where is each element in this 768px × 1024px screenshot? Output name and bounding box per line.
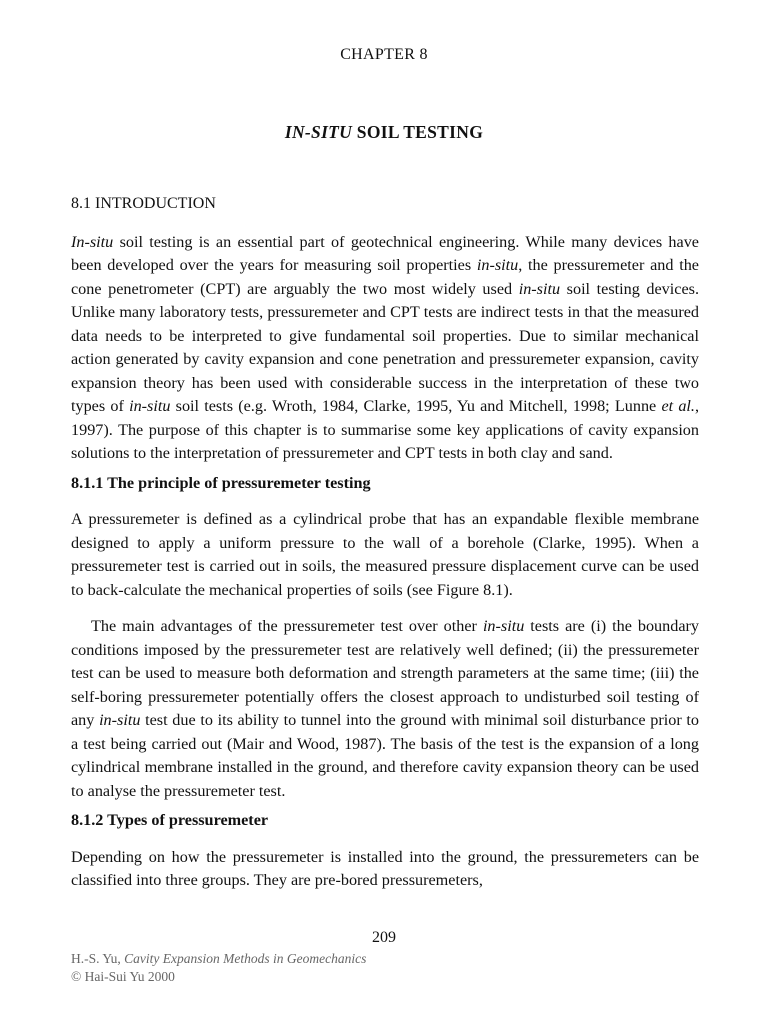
- text-run: soil tests (e.g. Wroth, 1984, Clarke, 1995, Yu and Mitchell, 1998; Lunne: [170, 397, 662, 415]
- section-heading-introduction: 8.1 INTRODUCTION: [71, 195, 216, 212]
- subsection-heading-principle: 8.1.1 The principle of pressuremeter testing: [71, 473, 371, 492]
- page-footer: [71, 950, 366, 986]
- chapter-title-rest: SOIL TESTING: [352, 122, 484, 142]
- page-number: 209: [372, 929, 396, 946]
- footer-author: H.-S. Yu,: [71, 951, 125, 966]
- chapter-label: CHAPTER 8: [340, 46, 428, 63]
- subsection-heading-types: 8.1.2 Types of pressuremeter: [71, 811, 269, 829]
- page-body: [71, 192, 699, 893]
- text-run: Depending on how the pressuremeter is installed into the ground, the pressuremeters can be classified into three groups. They are pre-bored pressuremeters,: [71, 847, 699, 889]
- chapter-title: [0, 122, 768, 143]
- italic-text: in-situ: [476, 256, 519, 274]
- principle-paragraph-1: [71, 508, 699, 602]
- italic-text: in-situ: [99, 711, 141, 729]
- italic-text: in-situ: [482, 617, 525, 635]
- text-run: , 1997). The purpose of this chapter is to summarise some key applications of cavity expansion solutions to the interpretation of pressuremeter and CPT tests in both clay and sand.: [71, 397, 700, 462]
- text-run: The main advantages of the pressuremeter test over other: [91, 617, 483, 635]
- text-run: A pressuremeter is defined as a cylindrical probe that has an expandable flexible membrane designed to apply a uniform pressure to the wall of a borehole (Clarke, 1995). When a pressuremeter test is carried out in soils, the measured pressure displacement curve can be used to back-calculate the mechanical properties of soils (see Figure 8.1).: [71, 510, 699, 599]
- text-run: soil testing devices. Unlike many laboratory tests, pressuremeter and CPT tests are indirect tests in that the measured data needs to be interpreted to give fundamental soil properties. Due to similar mechanical action generated by cavity expansion and cone penetration and pressuremeter expansion, cavity expansion theory has been used with considerable success in the interpretation of these two types of: [71, 279, 699, 415]
- footer-copyright: © Hai-Sui Yu 2000: [71, 969, 175, 984]
- text-run: , the pressuremeter and the cone penetrometer (CPT) are arguably the two most widely used: [71, 256, 699, 298]
- principle-paragraph-2: [71, 615, 699, 803]
- types-paragraph: [71, 846, 699, 893]
- italic-text: in-situ: [518, 279, 561, 298]
- footer-citation: [71, 950, 366, 968]
- italic-text: et al.: [661, 397, 695, 415]
- italic-text: in-situ: [129, 397, 171, 415]
- text-run: tests are (i) the boundary conditions imposed by the pressuremeter test are relatively well defined; (ii) the pressuremeter test can be used to measure both deformation and strength parameters at the same time; (iii) the self-boring pressuremeter potentially offers the closest approach to undisturbed soil testing of any: [71, 617, 700, 729]
- text-run: soil testing is an essential part of geotechnical engineering. While many devices have been developed over the years for measuring soil properties: [71, 232, 699, 274]
- chapter-title-italic: IN-SITU: [284, 122, 353, 142]
- intro-paragraph: [71, 231, 699, 466]
- footer-book-title: Cavity Expansion Methods in Geomechanics: [124, 951, 367, 966]
- text-run: test due to its ability to tunnel into the ground with minimal soil disturbance prior to a test being carried out (Mair and Wood, 1987). The basis of the test is the expansion of a long cylindrical membrane installed in the ground, and therefore cavity expansion theory can be used to analyse the pressuremeter test.: [71, 711, 700, 800]
- italic-text: In-situ: [71, 232, 114, 251]
